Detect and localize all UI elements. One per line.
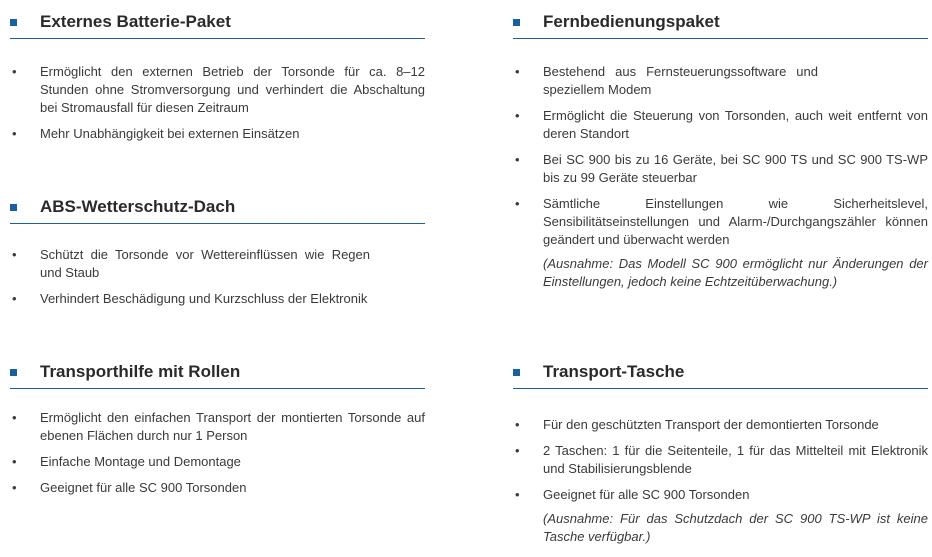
dot-bullet-icon: • [12, 291, 17, 306]
list-item-text: 2 Taschen: 1 für die Seitenteile, 1 für das Mittelteil mit Elektronik und Stabilisierungsblende [543, 443, 928, 476]
exception-note: (Ausnahme: Für das Schutzdach der SC 900 TS-WP ist keine Tasche verfügbar.) [543, 511, 928, 544]
section-abs-wetterschutz-dach [10, 193, 425, 316]
dot-bullet-icon: • [12, 126, 17, 141]
section-title: Externes Batterie-Paket [40, 12, 231, 31]
dot-bullet-icon: • [12, 247, 17, 262]
dot-bullet-icon: • [515, 152, 520, 167]
dot-bullet-icon: • [515, 64, 520, 79]
dot-bullet-icon: • [515, 487, 520, 502]
square-bullet-icon [10, 369, 17, 376]
section-fernbedienungspaket [513, 8, 928, 291]
section-transporthilfe-mit-rollen [10, 358, 425, 505]
list-item-text: Bestehend aus Fernsteuerungssoftware und speziellem Modem [543, 64, 818, 97]
list-item-text: Ermöglicht den externen Betrieb der Torsonde für ca. 8–12 Stunden ohne Stromversorgung und verhindert die Abschaltung bei Stromausfall für diesen Zeitraum [40, 64, 425, 115]
list-item-text: Geeignet für alle SC 900 Torsonden [543, 487, 750, 502]
square-bullet-icon [513, 369, 520, 376]
dot-bullet-icon: • [12, 64, 17, 79]
list-item-text: Ermöglicht die Steuerung von Torsonden, auch weit entfernt von deren Standort [543, 108, 928, 141]
section-transport-tasche [513, 358, 928, 546]
list-item-text: Geeignet für alle SC 900 Torsonden [40, 480, 247, 495]
bullet-list [10, 409, 425, 497]
list-item [513, 442, 928, 478]
list-item-text: Sämtliche Einstellungen wie Sicherheitslevel, Sensibilitätseinstellungen und Alarm-/Durchgangszähler können geändert und überwacht werden [543, 196, 928, 247]
list-item [10, 63, 425, 117]
bullet-list [10, 246, 425, 308]
list-item [513, 195, 928, 249]
list-item-text: Einfache Montage und Demontage [40, 454, 241, 469]
section-title: Fernbedienungspaket [543, 12, 720, 31]
list-item-text: Schützt die Torsonde vor Wettereinflüssen wie Regen und Staub [40, 247, 370, 280]
dot-bullet-icon: • [12, 410, 17, 425]
bullet-list [513, 416, 928, 504]
section-externes-batterie-paket [10, 8, 425, 151]
section-header [513, 358, 928, 389]
dot-bullet-icon: • [515, 196, 520, 211]
dot-bullet-icon: • [515, 443, 520, 458]
list-item [10, 125, 425, 143]
list-item-text: Bei SC 900 bis zu 16 Geräte, bei SC 900 TS und SC 900 TS-WP bis zu 99 Geräte steuerbar [543, 152, 928, 185]
bullet-list [513, 63, 928, 249]
section-header [513, 8, 928, 39]
list-item [10, 246, 425, 282]
list-item [10, 409, 425, 445]
list-item [10, 290, 425, 308]
section-title: Transporthilfe mit Rollen [40, 362, 241, 381]
list-item [513, 107, 928, 143]
section-header [10, 193, 425, 224]
dot-bullet-icon: • [515, 108, 520, 123]
section-header [10, 8, 425, 39]
section-title: Transport-Tasche [543, 362, 685, 381]
list-item [513, 416, 928, 434]
square-bullet-icon [10, 204, 17, 211]
list-item [513, 63, 928, 99]
exception-note: (Ausnahme: Das Modell SC 900 ermöglicht nur Änderungen der Einstellungen, jedoch keine Echtzeitüberwachung.) [543, 256, 928, 289]
section-header [10, 358, 425, 389]
bullet-list [10, 63, 425, 143]
list-item-text: Verhindert Beschädigung und Kurzschluss der Elektronik [40, 291, 368, 306]
dot-bullet-icon: • [515, 417, 520, 432]
list-item [10, 453, 425, 471]
list-item-text: Mehr Unabhängigkeit bei externen Einsätzen [40, 126, 300, 141]
list-item-text: Ermöglicht den einfachen Transport der montierten Torsonde auf ebenen Flächen durch nur 1 Person [40, 410, 425, 443]
list-item [10, 479, 425, 497]
dot-bullet-icon: • [12, 454, 17, 469]
list-item-text: Für den geschützten Transport der demontierten Torsonde [543, 417, 879, 432]
square-bullet-icon [513, 19, 520, 26]
list-item [513, 151, 928, 187]
square-bullet-icon [10, 19, 17, 26]
dot-bullet-icon: • [12, 480, 17, 495]
list-item [513, 486, 928, 504]
section-title: ABS-Wetterschutz-Dach [40, 197, 236, 216]
